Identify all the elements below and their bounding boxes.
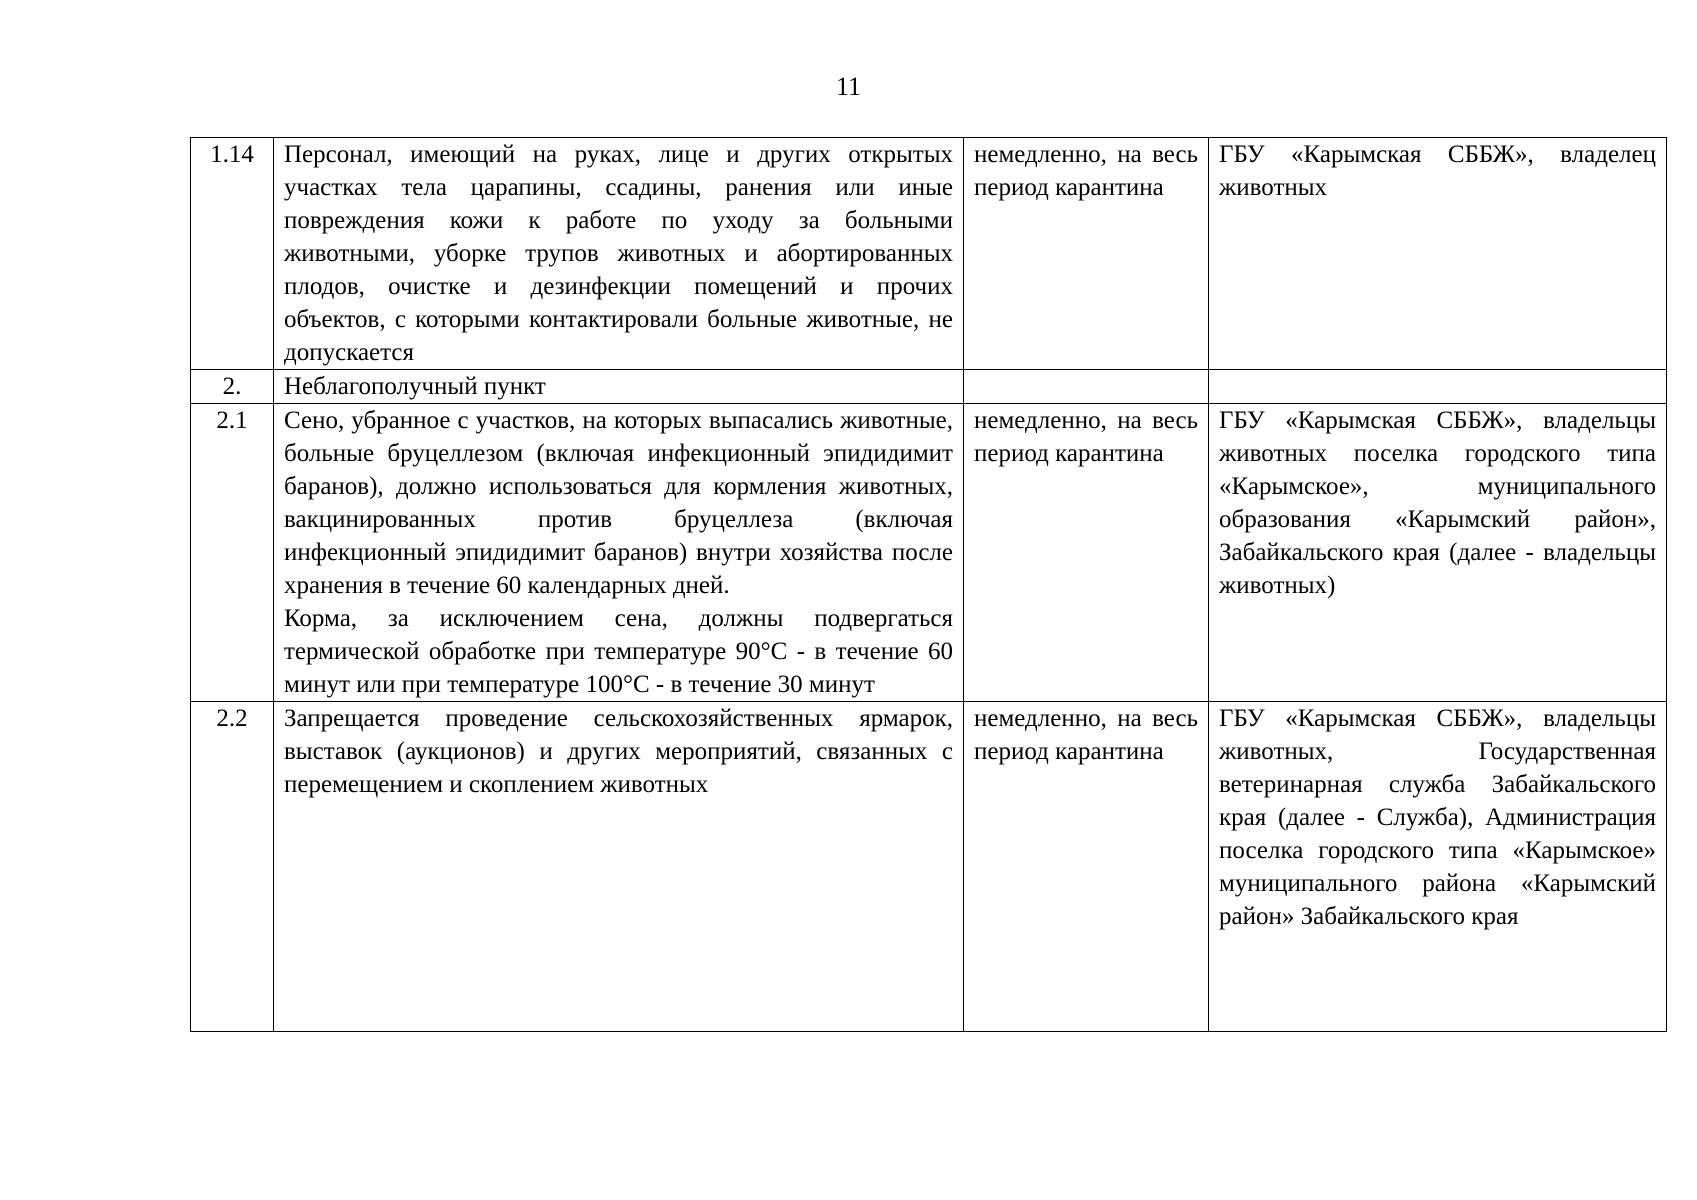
- measure-paragraph: Запрещается проведение сельскохозяйственных ярмарок, выставок (аукционов) и других мероприятий, связанных с перемещением и скоплением животных: [284, 705, 953, 798]
- measure-paragraph: Персонал, имеющий на руках, лице и других открытых участках тела царапины, ссадины, ранения или иные повреждения кожи к работе по уходу за больными животными, уборке трупов животных и абортированных плодов, очистке и дезинфекции помещений и прочих объектов, с которыми контактировали больные животные, не допускается: [284, 141, 953, 366]
- term-text: немедленно, на весь период карантина: [964, 138, 1209, 370]
- row-number: 2.2: [191, 702, 274, 1032]
- responsible-text: ГБУ «Карымская СББЖ», владельцы животных поселка городского типа «Карымское», муниципального образования «Карымский район», Забайкальского края (далее - владельцы животных): [1209, 404, 1667, 702]
- measures-table: [190, 137, 1667, 1032]
- row-number: 1.14: [191, 138, 274, 370]
- table-row: [191, 138, 1667, 370]
- page-number: 11: [835, 72, 862, 101]
- row-number: 2.1: [191, 404, 274, 702]
- measure-text: [274, 702, 964, 1032]
- table-row: [191, 702, 1667, 1032]
- measure-text: [274, 138, 964, 370]
- row-number: 2.: [191, 370, 274, 404]
- responsible-text: ГБУ «Карымская СББЖ», владелец животных: [1209, 138, 1667, 370]
- measure-paragraph: Корма, за исключением сена, должны подвергаться термической обработке при температуре 90°С - в течение 60 минут или при температуре 100°С - в течение 30 минут: [284, 605, 953, 698]
- measure-text: [274, 370, 964, 404]
- table-row: [191, 370, 1667, 404]
- term-text: [964, 370, 1209, 404]
- responsible-text: ГБУ «Карымская СББЖ», владельцы животных, Государственная ветеринарная служба Забайкальского края (далее - Служба), Администрация поселка городского типа «Карымское» муниципального района «Карымский район» Забайкальского края: [1209, 702, 1667, 1032]
- measure-paragraph: Сено, убранное с участков, на которых выпасались животные, больные бруцеллезом (включая инфекционный эпидидимит баранов), должно использоваться для кормления животных, вакцинированных против бруцеллеза (включая инфекционный эпидидимит баранов) внутри хозяйства после хранения в течение 60 календарных дней.: [284, 407, 953, 599]
- table-row: [191, 404, 1667, 702]
- term-text: немедленно, на весь период карантина: [964, 702, 1209, 1032]
- responsible-text: [1209, 370, 1667, 404]
- measure-text: [274, 404, 964, 702]
- term-text: немедленно, на весь период карантина: [964, 404, 1209, 702]
- section-heading: Неблагополучный пункт: [284, 373, 546, 400]
